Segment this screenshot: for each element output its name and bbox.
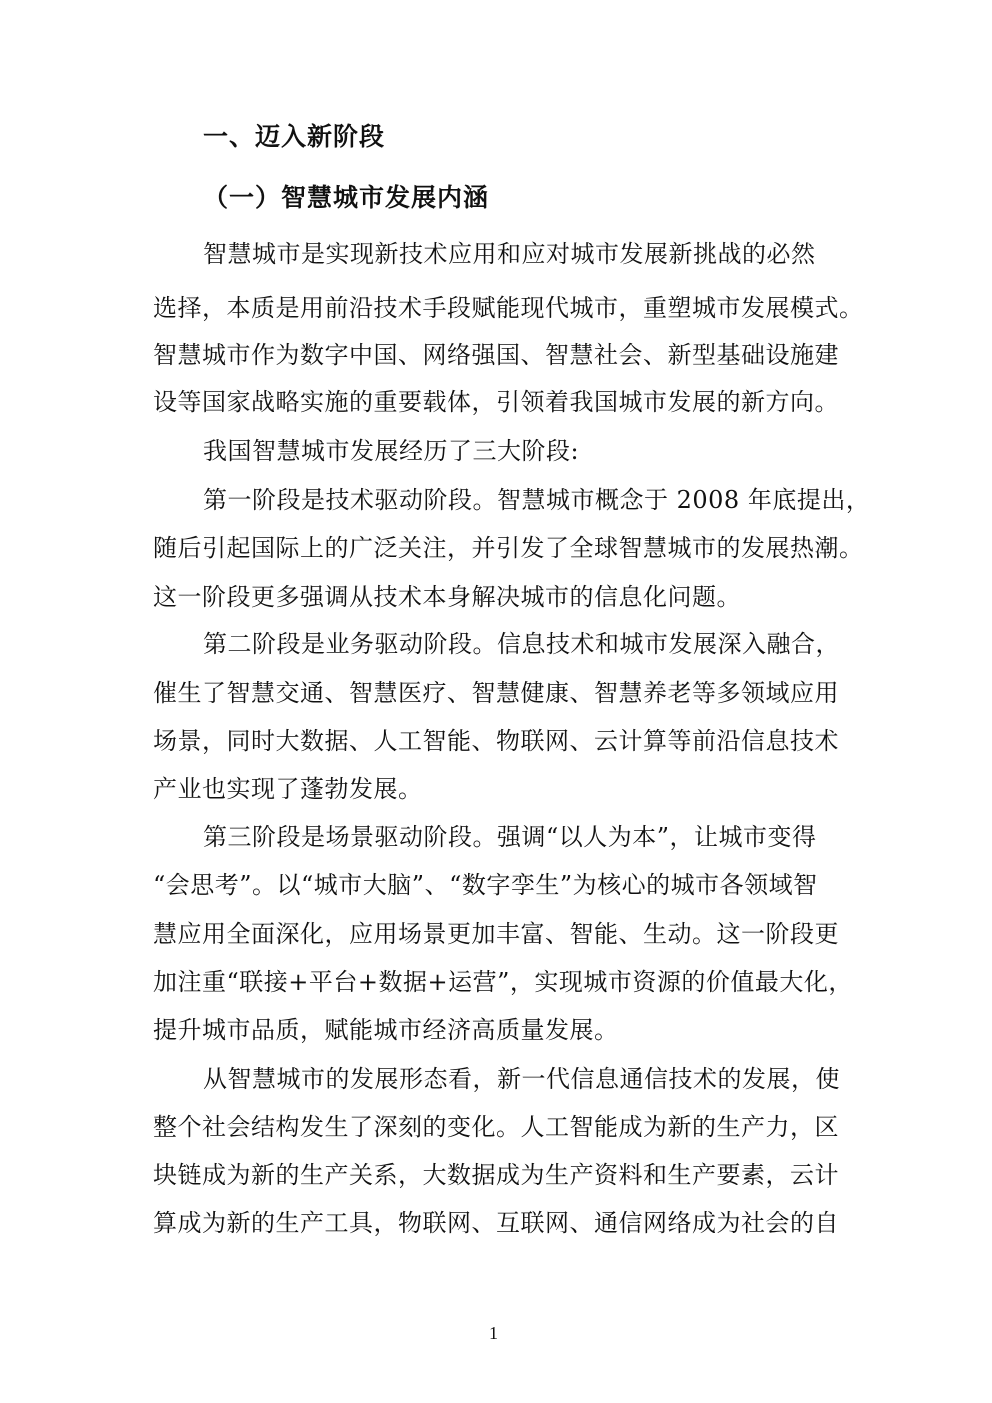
text-line: “会思考”。以“城市大脑”、“数字孪生”为核心的城市各领域智 — [153, 871, 818, 899]
text-line: 第三阶段是场景驱动阶段。强调“以人为本”，让城市变得 — [203, 823, 817, 851]
text-line: 慧应用全面深化，应用场景更加丰富、智能、生动。这一阶段更 — [153, 920, 839, 948]
text-line: 这一阶段更多强调从技术本身解决城市的信息化问题。 — [153, 583, 741, 611]
text-line: 选择，本质是用前沿技术手段赋能现代城市，重塑城市发展模式。 — [153, 294, 864, 322]
text-line: 随后引起国际上的广泛关注，并引发了全球智慧城市的发展热潮。 — [153, 534, 864, 562]
text-line: 智慧城市作为数字中国、网络强国、智慧社会、新型基础设施建 — [153, 341, 839, 369]
page-number: 1 — [489, 1323, 498, 1343]
text-line: 加注重“联接+平台+数据+运营”，实现城市资源的价值最大化， — [153, 968, 853, 996]
text-line: 算成为新的生产工具，物联网、互联网、通信网络成为社会的自 — [153, 1209, 839, 1237]
subsection-heading: （一）智慧城市发展内涵 — [203, 183, 490, 212]
text-line: 第二阶段是业务驱动阶段。信息技术和城市发展深入融合， — [203, 630, 840, 658]
text-line: 块链成为新的生产关系，大数据成为生产资料和生产要素，云计 — [153, 1161, 839, 1189]
text-line: 产业也实现了蓬勃发展。 — [153, 775, 423, 803]
text-line: 我国智慧城市发展经历了三大阶段: — [203, 437, 580, 465]
text-line: 催生了智慧交通、智慧医疗、智慧健康、智慧养老等多领域应用 — [153, 679, 839, 707]
text-line: 提升城市品质，赋能城市经济高质量发展。 — [153, 1016, 619, 1044]
text-line: 第一阶段是技术驱动阶段。智慧城市概念于 2008 年底提出， — [203, 486, 871, 514]
text-line: 从智慧城市的发展形态看，新一代信息通信技术的发展，使 — [203, 1065, 840, 1093]
section-heading: 一、迈入新阶段 — [203, 122, 386, 151]
text-line: 整个社会结构发生了深刻的变化。人工智能成为新的生产力，区 — [153, 1113, 839, 1141]
text-line: 设等国家战略实施的重要载体，引领着我国城市发展的新方向。 — [153, 388, 839, 416]
text-line: 智慧城市是实现新技术应用和应对城市发展新挑战的必然 — [203, 240, 816, 268]
text-line: 场景，同时大数据、人工智能、物联网、云计算等前沿信息技术 — [153, 727, 839, 755]
